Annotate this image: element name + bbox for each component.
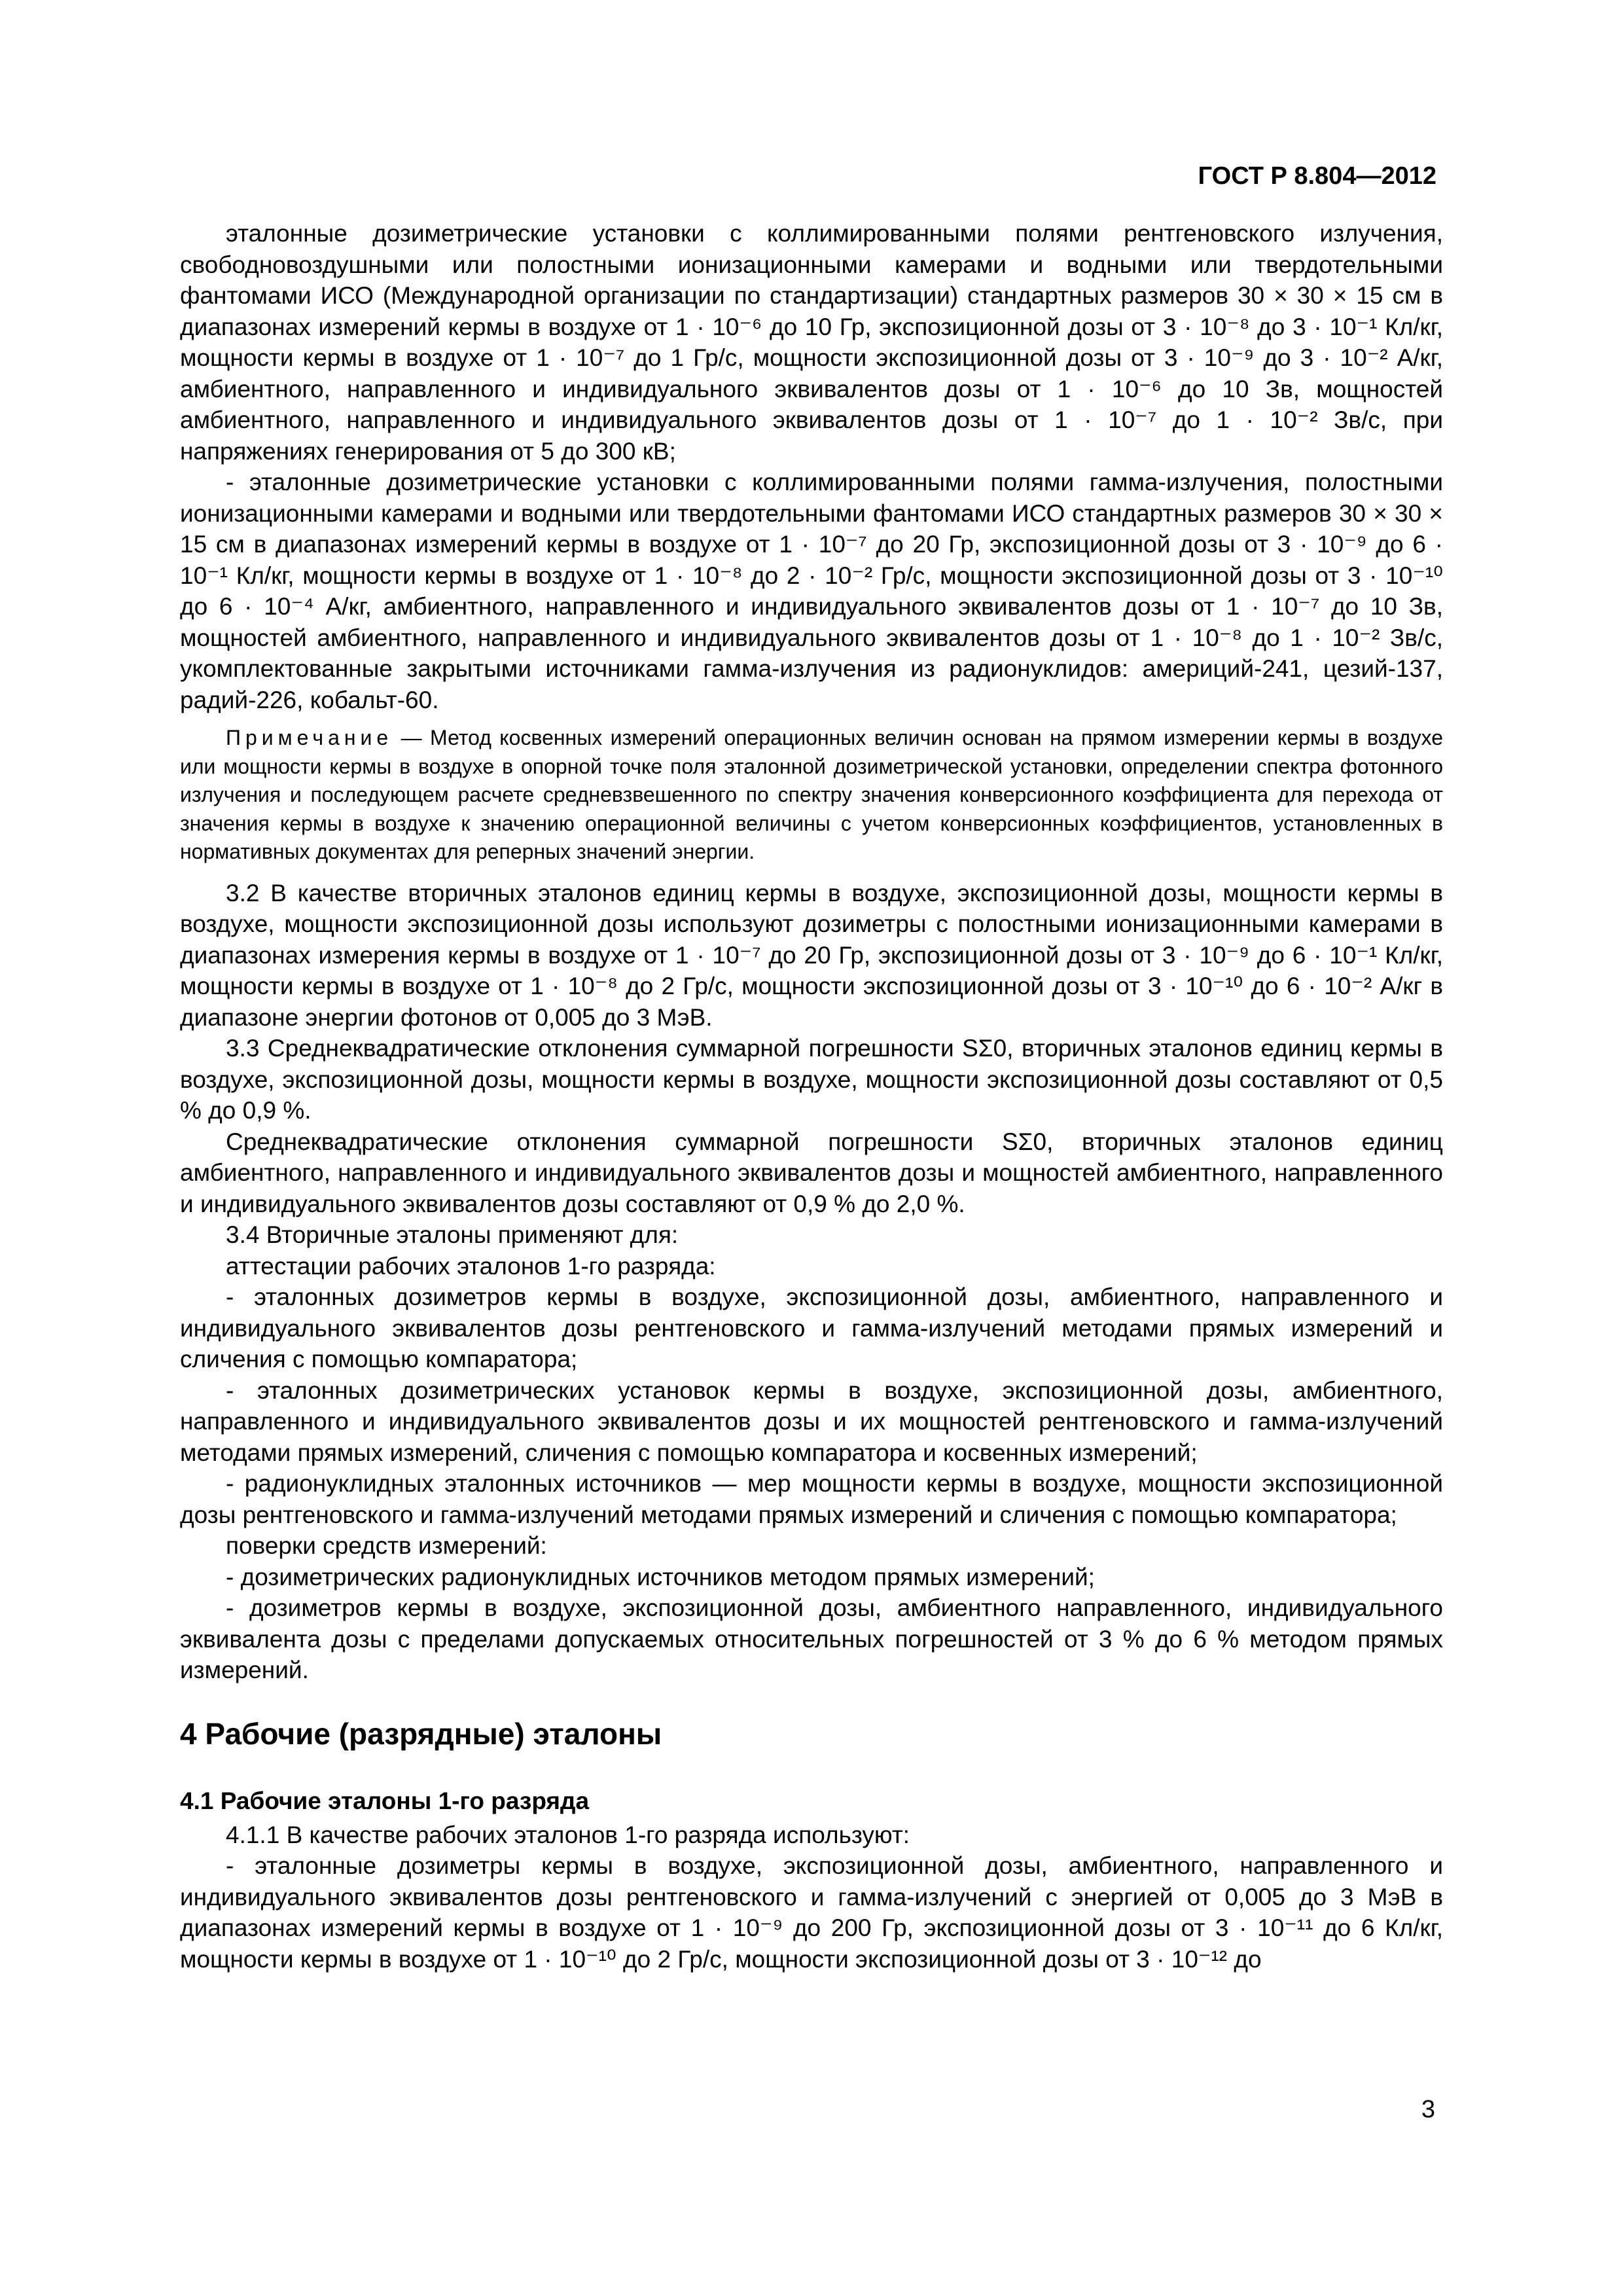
paragraph: 4.1.1 В качестве рабочих эталонов 1-го разряда используют:: [226, 1821, 910, 1848]
paragraph: эталонные дозиметрические установки с коллимированными полями рентгеновского излучения, свободновоздушными или полостными ионизационными камерами и водными или твердотельными фантомами ИСО (Международной организации по стандартизации) стандартных размеров 30 × 30 × 15 см в диапазонах измерений кермы в воздухе от 1 · 10⁻⁶ до 10 Гр, экспозиционной дозы от 3 · 10⁻⁸ до 3 · 10⁻¹ Кл/кг, мощности кермы в воздухе от 1 · 10⁻⁷ до 1 Гр/с, мощности экспозиционной дозы от 3 · 10⁻⁹ до 3 · 10⁻² А/кг, амбиентного, направленного и индивидуального эквивалентов дозы от 1 · 10⁻⁶ до 10 Зв, мощностей амбиентного, направленного и индивидуального эквивалентов дозы от 1 · 10⁻⁷ до 1 · 10⁻² Зв/с, при напряжениях генерирования от 5 до 300 кВ;: [180, 220, 1443, 465]
paragraph: 3.4 Вторичные эталоны применяют для:: [226, 1221, 679, 1248]
list-item: - радионуклидных эталонных источников — мер мощности кермы в воздухе, мощности экспозиционной дозы рентгеновского и гамма-излучений методами прямых измерений и сличения с помощью компаратора;: [180, 1470, 1443, 1528]
list-item: - дозиметров кермы в воздухе, экспозиционной дозы, амбиентного направленного, индивидуального эквивалента дозы с пределами допускаемых относительных погрешностей от 3 % до 6 % методом прямых измерений.: [180, 1594, 1443, 1683]
note-text: — Метод косвенных измерений операционных величин основан на прямом измерении кермы в воздухе или мощности кермы в воздухе в опорной точке поля эталонной дозиметрической установки, определении спектра фотонного излучения и последующем расчете средневзвешенного по спектру значения конверсионного коэффициента для перехода от значения кермы в воздухе к значению операционной величины с учетом конверсионных коэффициентов, установленных в нормативных документах для реперных значений энергии.: [180, 726, 1443, 863]
paragraph: 3.2 В качестве вторичных эталонов единиц кермы в воздухе, экспозиционной дозы, мощности кермы в воздухе, мощности экспозиционной дозы используют дозиметры с полостными ионизационными камерами в диапазонах измерения кермы в воздухе от 1 · 10⁻⁷ до 20 Гр, экспозиционной дозы от 3 · 10⁻⁹ до 6 · 10⁻¹ Кл/кг, мощности кермы в воздухе от 1 · 10⁻⁸ до 2 Гр/с, мощности экспозиционной дозы от 3 · 10⁻¹⁰ до 6 · 10⁻² А/кг в диапазоне энергии фотонов от 0,005 до 3 МэВ.: [180, 879, 1443, 1031]
paragraph: - эталонные дозиметрические установки с коллимированными полями гамма-излучения, полостными ионизационными камерами и водными или твердотельными фантомами ИСО стандартных размеров 30 × 30 × 15 см в диапазонах измерений кермы в воздухе от 1 · 10⁻⁷ до 20 Гр, экспозиционной дозы от 3 · 10⁻⁹ до 6 · 10⁻¹ Кл/кг, мощности кермы в воздухе от 1 · 10⁻⁸ до 2 · 10⁻² Гр/с, мощности экспозиционной дозы от 3 · 10⁻¹⁰ до 6 · 10⁻⁴ А/кг, амбиентного, направленного и индивидуального эквивалентов дозы от 1 · 10⁻⁷ до 10 Зв, мощностей амбиентного, направленного и индивидуального эквивалентов дозы от 1 · 10⁻⁸ до 1 · 10⁻² Зв/с, укомплектованные закрытыми источниками гамма-излучения из радионуклидов: америций-241, цезий-137, радий-226, кобальт-60.: [180, 469, 1443, 713]
paragraph: поверки средств измерений:: [226, 1532, 547, 1559]
note: [180, 724, 1443, 867]
paragraph: аттестации рабочих эталонов 1-го разряда:: [226, 1252, 716, 1280]
section-heading: 4 Рабочие (разрядные) эталоны: [180, 1716, 662, 1751]
document-body: [180, 218, 1443, 1975]
subsection-heading: 4.1 Рабочие эталоны 1-го разряда: [180, 1787, 590, 1814]
note-label: Примечание: [226, 726, 393, 749]
page-number: 3: [1421, 2096, 1435, 2123]
list-item: - дозиметрических радионуклидных источников методом прямых измерений;: [226, 1563, 1095, 1590]
paragraph: 3.3 Среднеквадратические отклонения суммарной погрешности SΣ0, вторичных эталонов единиц кермы в воздухе, экспозиционной дозы, мощности кермы в воздухе, мощности экспозиционной дозы составляют от 0,5 % до 0,9 %.: [180, 1035, 1443, 1124]
paragraph: Среднеквадратические отклонения суммарной погрешности SΣ0, вторичных эталонов единиц амбиентного, направленного и индивидуального эквивалентов дозы и мощностей амбиентного, направленного и индивидуального эквивалентов дозы составляют от 0,9 % до 2,0 %.: [180, 1128, 1443, 1217]
list-item: - эталонных дозиметрических установок кермы в воздухе, экспозиционной дозы, амбиентного, направленного и индивидуального эквивалентов дозы и их мощностей рентгеновского и гамма-излучений методами прямых измерений, сличения с помощью компаратора и косвенных измерений;: [180, 1376, 1443, 1466]
list-item: - эталонных дозиметров кермы в воздухе, экспозиционной дозы, амбиентного, направленного и индивидуального эквивалентов дозы рентгеновского и гамма-излучений методами прямых измерений и сличения с помощью компаратора;: [180, 1283, 1443, 1372]
document-header: ГОСТ Р 8.804—2012: [1198, 162, 1436, 190]
list-item: - эталонные дозиметры кермы в воздухе, экспозиционной дозы, амбиентного, направленного и индивидуального эквивалентов дозы рентгеновского и гамма-излучений с энергией от 0,005 до 3 МэВ в диапазонах измерений кермы в воздухе от 1 · 10⁻⁹ до 200 Гр, экспозиционной дозы от 3 · 10⁻¹¹ до 6 Кл/кг, мощности кермы в воздухе от 1 · 10⁻¹⁰ до 2 Гр/с, мощности экспозиционной дозы от 3 · 10⁻¹² до: [180, 1852, 1443, 1973]
